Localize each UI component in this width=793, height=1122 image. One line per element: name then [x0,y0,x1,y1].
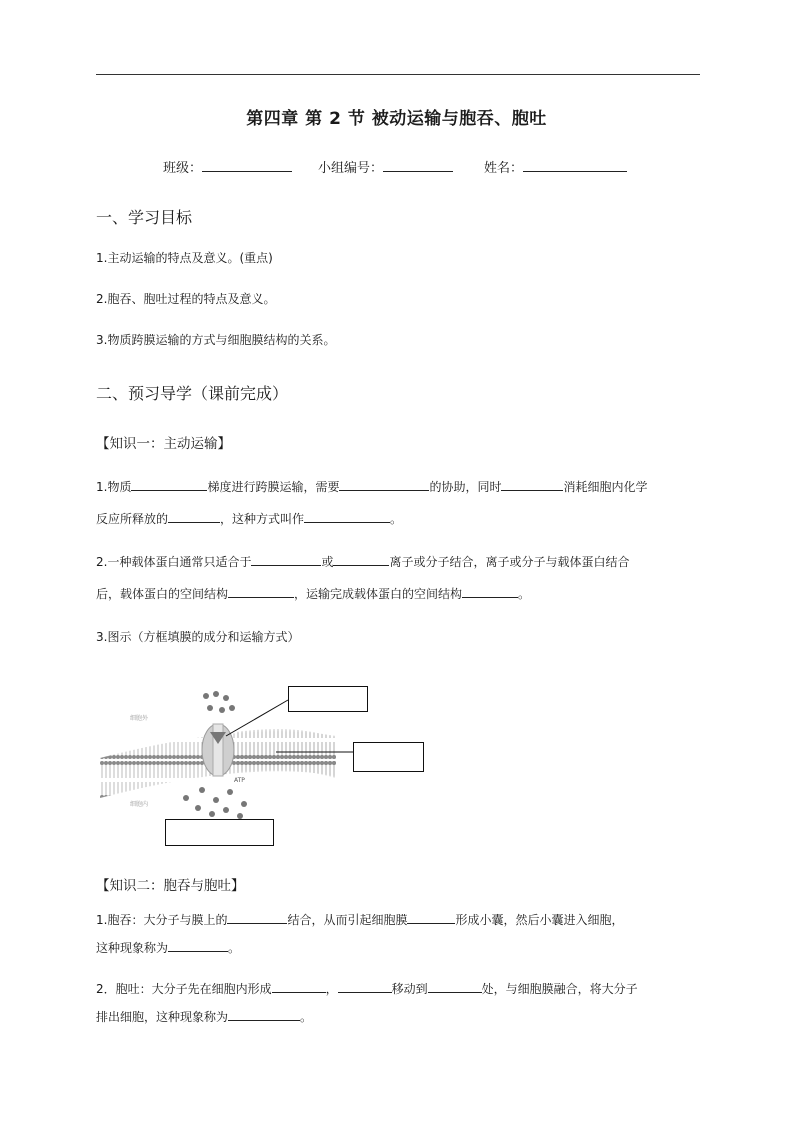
k2q2-blank3[interactable] [428,980,482,993]
k1q1-c: 的协助，同时 [429,480,502,494]
k2q1-blank3[interactable] [168,939,228,952]
k1q2-blank3[interactable] [228,585,294,598]
k1-q2-line1 [96,553,629,571]
k2q1-d: 这种现象称为 [96,941,169,955]
header-rule [96,74,700,75]
k2q2-a: 2．胞吐：大分子先在细胞内形成 [96,982,272,996]
goal-item-1: 1.主动运输的特点及意义。(重点) [96,251,273,265]
class-field [163,157,292,176]
k2q2-blank2[interactable] [338,980,392,993]
page-title [0,104,793,129]
title-part2: 节 [347,109,366,129]
knowledge2-title: 【知识二：胞吞与胞吐】 [96,878,245,894]
k1q1-a: 1.物质 [96,480,132,494]
k1q2-blank1[interactable] [251,553,321,566]
class-blank[interactable] [202,158,292,172]
title-part1: 第四章 第 [246,109,323,129]
k1q1-blank3[interactable] [501,478,563,491]
k2q1-a: 1.胞吞：大分子与膜上的 [96,913,228,927]
k1q1-f: ，这种方式叫作 [220,512,305,526]
k1q1-b: 梯度进行跨膜运输，需要 [207,480,340,494]
k2q2-e: 排出细胞，这种现象称为 [96,1010,229,1024]
answer-box-lipid[interactable] [353,742,424,772]
k1-q1-line2 [96,510,402,528]
name-label: 姓名： [484,161,524,176]
class-label: 班级： [163,161,203,176]
k2q2-d: 处，与细胞膜融合，将大分子 [481,982,638,996]
k2q2-blank1[interactable] [272,980,326,993]
k1q2-c: 离子或分子结合，离子或分子与载体蛋白结合 [389,555,630,569]
k2q1-b: 结合，从而引起细胞膜 [287,913,408,927]
k1q2-blank2[interactable] [333,553,389,566]
k2-q2-line2 [96,1008,312,1026]
group-field [318,157,453,176]
k1q1-e: 反应所释放的 [96,512,169,526]
k2q1-e: 。 [228,941,241,955]
k2q2-c: 移动到 [391,982,428,996]
goal-item-2: 2.胞吞、胞吐过程的特点及意义。 [96,292,276,306]
k1q1-blank4[interactable] [168,510,220,523]
answer-box-protein[interactable] [288,686,368,712]
k1q2-blank4[interactable] [462,585,518,598]
answer-box-transport[interactable] [165,819,274,846]
name-blank[interactable] [523,158,627,172]
carrier-protein [202,724,234,776]
k2q2-blank4[interactable] [228,1008,300,1021]
solute-molecules-outside [203,691,235,713]
atp-label: ATP [234,777,245,784]
outside-label: 细胞外 [130,715,149,722]
k1-q2-line2 [96,585,530,603]
k1q1-blank1[interactable] [131,478,207,491]
section2-heading: 二、预习导学（课前完成） [96,384,289,403]
k1-q3: 3.图示（方框填膜的成分和运输方式） [96,630,300,644]
title-part3: 被动运输与胞吞、胞吐 [371,109,547,129]
solute-molecules-inside [183,787,247,819]
k1q2-a: 2.一种载体蛋白通常只适合于 [96,555,252,569]
k1-q1-line1 [96,478,648,496]
k1q2-b: 或 [321,555,334,569]
group-blank[interactable] [383,158,453,172]
k2-q2-line1 [96,980,638,998]
title-num: 2 [329,109,342,129]
k2q1-blank2[interactable] [407,911,455,924]
k1q1-blank2[interactable] [339,478,429,491]
k1q1-g: 。 [390,512,403,526]
group-label: 小组编号： [318,161,384,176]
goal-item-3: 3.物质跨膜运输的方式与细胞膜结构的关系。 [96,333,336,347]
k1q1-blank5[interactable] [304,510,390,523]
k2q1-blank1[interactable] [227,911,287,924]
k1q1-d: 消耗细胞内化学 [563,480,648,494]
k1q2-e: ，运输完成载体蛋白的空间结构 [294,587,463,601]
k2q1-c: 形成小囊，然后小囊进入细胞， [455,913,624,927]
section1-heading: 一、学习目标 [96,208,193,227]
k2-q1-line2 [96,939,240,957]
k2q2-f: 。 [300,1010,313,1024]
k1q2-d: 后，载体蛋白的空间结构 [96,587,229,601]
knowledge1-title: 【知识一：主动运输】 [96,436,231,452]
name-field [484,157,627,176]
k2-q1-line1 [96,911,623,929]
k1q2-f: 。 [518,587,531,601]
inside-label: 细胞内 [130,801,149,808]
k2q2-b: ， [325,982,338,996]
